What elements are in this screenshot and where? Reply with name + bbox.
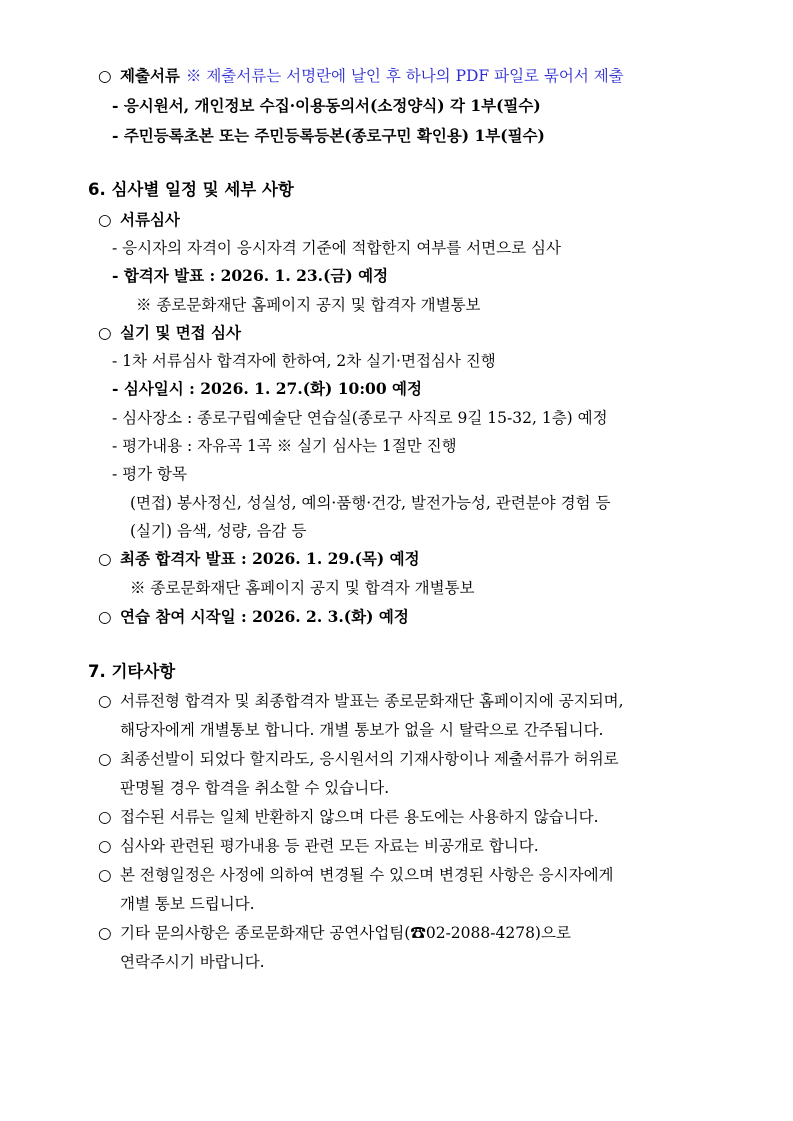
submit-docs-label: 제출서류 [120, 66, 180, 85]
bullet-circle: ○ [98, 549, 112, 568]
bullet-circle: ○ [98, 924, 112, 942]
misc-item-2-cont: 판명될 경우 합격을 취소할 수 있습니다. [120, 779, 390, 797]
doc-review-desc: - 응시자의 자격이 응시자격 기준에 적합한지 여부를 서면으로 심사 [112, 239, 561, 257]
practical-eval-interview: (면접) 봉사정신, 성실성, 예의·품행·건강, 발전가능성, 관련분야 경험 등 [130, 494, 611, 512]
misc-item-5-text: 본 전형일정은 사정에 의하여 변경될 수 있으며 변경된 사항은 응시자에게 [120, 866, 614, 884]
misc-item-5 [98, 863, 614, 887]
misc-item-1-text: 서류전형 합격자 및 최종합격자 발표는 종로문화재단 홈페이지에 공지되며, [120, 692, 624, 710]
misc-item-5-cont: 개별 통보 드립니다. [120, 895, 255, 913]
misc-item-6 [98, 921, 571, 945]
doc-review-heading [98, 208, 180, 232]
practical-line-1: - 1차 서류심사 합격자에 한하여, 2차 실기·면접심사 진행 [112, 352, 496, 370]
final-announce-note: ※ 종로문화재단 홈페이지 공지 및 합격자 개별통보 [130, 579, 475, 597]
bullet-circle: ○ [98, 808, 112, 826]
final-announce-label: 최종 합격자 발표 : 2026. 1. 29.(목) 예정 [120, 549, 420, 568]
practice-start-label: 연습 참여 시작일 : 2026. 2. 3.(화) 예정 [120, 607, 409, 626]
practical-eval-content: - 평가내용 : 자유곡 1곡 ※ 실기 심사는 1절만 진행 [112, 437, 457, 455]
misc-item-3-text: 접수된 서류는 일체 반환하지 않으며 다른 용도에는 사용하지 않습니다. [120, 808, 599, 826]
misc-item-4 [98, 834, 539, 858]
practical-exam-place: - 심사장소 : 종로구립예술단 연습실(종로구 사직로 9길 15-32, 1층) 예정 [112, 409, 608, 427]
practice-start-heading [98, 605, 409, 629]
bullet-circle: ○ [98, 692, 112, 710]
practical-exam-datetime: - 심사일시 : 2026. 1. 27.(화) 10:00 예정 [112, 379, 422, 398]
bullet-circle: ○ [98, 837, 112, 855]
submit-item-resident-record: - 주민등록초본 또는 주민등록등본(종로구민 확인용) 1부(필수) [112, 126, 545, 145]
bullet-circle: ○ [98, 607, 112, 626]
misc-item-4-text: 심사와 관련된 평가내용 등 관련 모든 자료는 비공개로 합니다. [120, 837, 539, 855]
bullet-circle: ○ [98, 66, 112, 85]
practical-heading [98, 321, 241, 345]
misc-item-2 [98, 747, 619, 771]
submit-item-application: - 응시원서, 개인정보 수집·이용동의서(소정양식) 각 1부(필수) [112, 96, 541, 115]
practical-eval-items: - 평가 항목 [112, 465, 187, 483]
bullet-circle: ○ [98, 323, 112, 342]
submit-docs-note: ※ 제출서류는 서명란에 날인 후 하나의 PDF 파일로 묶어서 제출 [185, 67, 624, 85]
final-announce-heading [98, 547, 420, 571]
practical-label: 실기 및 면접 심사 [120, 323, 242, 342]
practical-eval-performance: (실기) 음색, 성량, 음감 등 [130, 522, 307, 540]
section-7-title: 7. 기타사항 [88, 662, 176, 681]
misc-item-3 [98, 805, 599, 829]
doc-review-label: 서류심사 [120, 210, 180, 229]
bullet-circle: ○ [98, 866, 112, 884]
doc-review-announce: - 합격자 발표 : 2026. 1. 23.(금) 예정 [112, 266, 389, 285]
misc-item-1 [98, 689, 624, 713]
bullet-circle: ○ [98, 750, 112, 768]
doc-review-announce-note: ※ 종로문화재단 홈페이지 공지 및 합격자 개별통보 [136, 296, 481, 314]
misc-item-1-cont: 해당자에게 개별통보 합니다. 개별 통보가 없을 시 탈락으로 간주됩니다. [120, 721, 604, 739]
misc-item-6-text: 기타 문의사항은 종로문화재단 공연사업팀(☎02-2088-4278)으로 [120, 924, 571, 942]
misc-item-2-text: 최종선발이 되었다 할지라도, 응시원서의 기재사항이나 제출서류가 허위로 [120, 750, 619, 768]
submit-docs-line [98, 64, 624, 88]
misc-item-6-cont: 연락주시기 바랍니다. [120, 953, 265, 971]
section-6-title: 6. 심사별 일정 및 세부 사항 [88, 180, 294, 199]
bullet-circle: ○ [98, 210, 112, 229]
